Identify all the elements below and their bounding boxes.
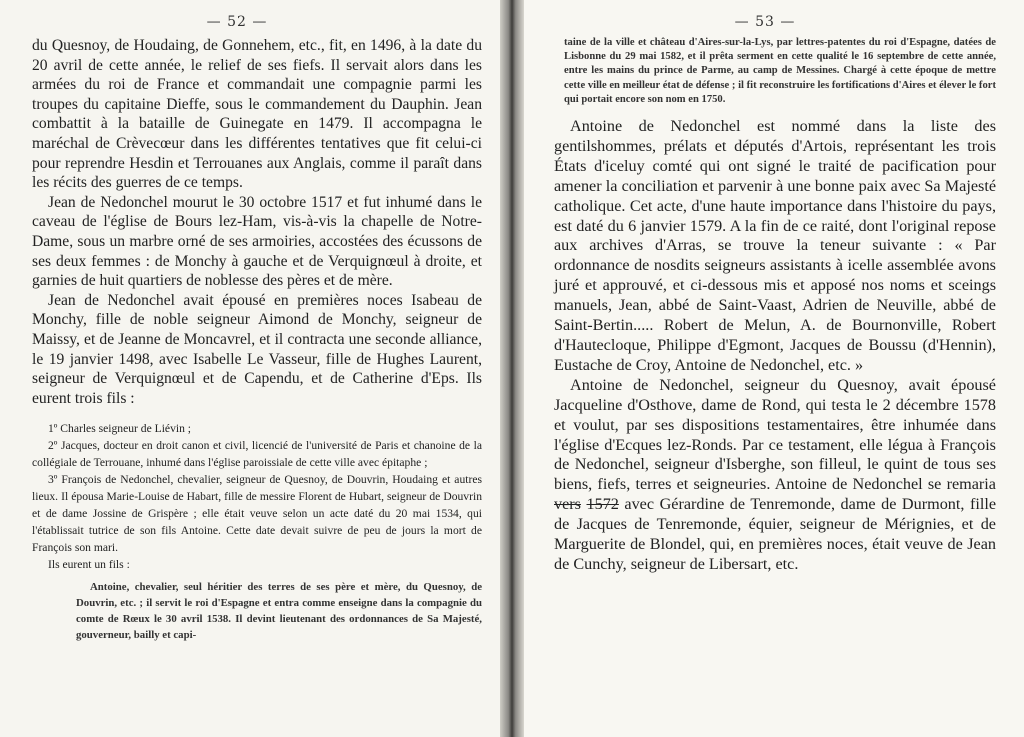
- page-number-left: — 52 —: [206, 14, 268, 30]
- sons-line: Ils eurent un fils :: [48, 558, 130, 572]
- struck-word: vers: [554, 495, 581, 514]
- right-paragraph-1: Antoine de Nedonchel est nommé dans la liste des gentilshommes, prélats et députés d'Artois, représentant les trois États d'iceluy comté qui ont signé le traité de pacification pour amener la conciliation et parvenir à une bonne paix avec Sa Majesté catholique. Cet acte, d'une haute importance dans l'histoire du pays, est daté du 6 janvier 1579. A la fin de ce raité, dont l'original repose aux archives d'Arras, se trouve la teneur suivante : « Par ordonnance de nosdits seigneurs assistants à icelle assemblée avons juré et approuvé, et ci-dessous mis et apposé nos noms et sceings manuels, Jean, abbé de Saint-Vaast, Adrien de Neuville, abbé de Saint-Bertin..... Robert de Melun, A. de Bournonville, Robert d'Hautecloque, Philippe d'Egmont, Jacques de Boussu (d'Hennin), Eustache de Croy, Antoine de Nedonchel, etc. »: [554, 117, 996, 374]
- right-paragraph-2-tail: avec Gérardine de Tenremonde, dame de Durmont, fille de Jacques de Tenremonde, équier, seigneur de Mérignies, et de Marguerite de Blondel, qui, en premières noces, était veuve de Jean de Cunchy, seigneur de Libersart, etc.: [554, 495, 997, 573]
- list-item-1: 1º Charles seigneur de Liévin ;: [48, 422, 192, 436]
- right-paragraph-2-text: Antoine de Nedonchel, seigneur du Quesnoy, avait épousé Jacqueline d'Osthove, dame de Rond, qui testa le 2 décembre 1578 et voulut, par ses dispositions testamentaires, être inhumée dans l'église d'Ecques lez-Ronds. Par ce testament, elle légua à François de Nedonchel, seigneur d'Isberghe, son filleul, le quint de tous ses biens, fiefs, terres et seigneuries. Antoine de Nedonchel se remaria: [554, 375, 996, 494]
- left-page: [0, 0, 500, 737]
- book-gutter: [500, 0, 524, 737]
- page-number-right: — 53 —: [734, 14, 796, 30]
- right-paragraph-2: [554, 376, 996, 575]
- list-item-3: 3º François de Nedonchel, chevalier, seigneur de Quesnoy, de Douvrin, Houdaing et autres lieux. Il épousa Marie-Louise de Habart, fille de messire Florent de Hubart, seigneur de Douvrin et de dame Jossine de Grispère ; elle était veuve selon un acte daté du 20 mai 1534, qui l'établissait tutrice de son fils Antoine. Cette date devait suivre de peu de jours la mort de François son mari.: [32, 473, 482, 555]
- left-paragraph-2: Jean de Nedonchel mourut le 30 octobre 1517 et fut inhumé dans le caveau de l'église de Bours lez-Ham, vis-à-vis la chapelle de Notre-Dame, sous un marbre orné de ses armoiries, accostées des écussons de ses deux femmes : de Monchy à gauche et de Verquignœul à droite, et garnies de huit quartiers de noblesse des pères et de mère.: [32, 193, 482, 290]
- right-top-note: taine de la ville et château d'Aires-sur-la-Lys, par lettres-patentes du roi d'Espagne, datées de Lisbonne du 29 mai 1582, et il prêta serment en cette qualité le 16 septembre de cette année, entre les mains du prince de Parme, au camp de Messines. Chargé à cette époque de mettre cette ville en meilleur état de défense ; il fit reconstruire les fortifications d'Aires et élever le fort qui portait encore son nom en 1750.: [564, 37, 996, 105]
- left-paragraph-1: du Quesnoy, de Houdaing, de Gonnehem, etc., fit, en 1496, à la date du 20 avril de cette année, le relief de ses fiefs. Il servait alors dans les armées du roi de France et commandait une compagnie parmi les troupes du capitaine Dieffe, sous le commandement du Dauphin. Jean combattit à la bataille de Guinegate en 1479. Il accompagna le maréchal de Crèvecœur dans les différentes tentatives que fit celui-ci pour reprendre Hesdin et Terrouanes aux Anglais, comme il paraît dans les récits des guerres de ce temps.: [32, 37, 482, 192]
- list-item-2: 2º Jacques, docteur en droit canon et civil, licencié de l'université de Paris et chanoine de la collégiale de Terrouane, inhumé dans l'église paroissiale de cette ville avec épitaphe ;: [32, 439, 482, 470]
- left-paragraph-3: Jean de Nedonchel avait épousé en premières noces Isabeau de Monchy, fille de noble seigneur Aimond de Monchy, seigneur de Maissy, et de Jeanne de Moncavrel, et il contracta une seconde alliance, le 19 janvier 1498, avec Isabelle Le Vasseur, fille de Hughes Laurent, seigneur de Verquignœul et de Capendu, et de Catherine d'Eps. Ils eurent trois fils :: [32, 291, 482, 407]
- right-page: [524, 0, 1024, 737]
- handwritten-year: 1572: [586, 495, 619, 514]
- sons-list: [32, 420, 482, 573]
- left-footnote: Antoine, chevalier, seul héritier des terres de ses père et mère, du Quesnoy, de Douvrin, etc. ; il servit le roi d'Espagne et entra comme enseigne dans la compagnie du comte de Rœux le 30 avril 1538. Il devint lieutenant des ordonnances de Sa Majesté, gouverneur, bailly et capi-: [76, 581, 482, 642]
